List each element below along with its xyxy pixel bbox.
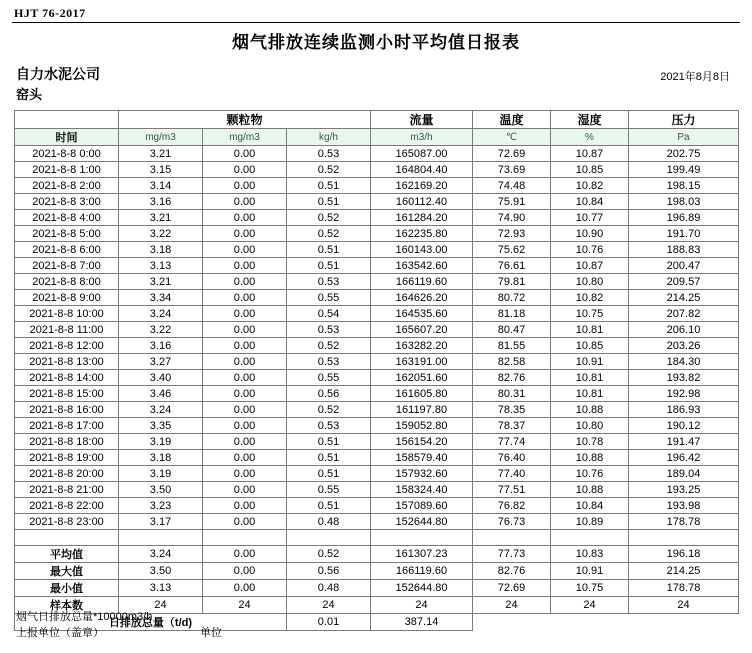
summary-c2: 0.00 — [203, 546, 287, 563]
cell-c3: 0.55 — [287, 482, 371, 498]
cell-c3: 0.51 — [287, 194, 371, 210]
cell-c1: 3.14 — [119, 178, 203, 194]
page-title: 烟气排放连续监测小时平均值日报表 — [232, 33, 520, 52]
cell-pressure: 214.25 — [629, 290, 739, 306]
cell-c1: 3.22 — [119, 322, 203, 338]
cell-pressure: 202.75 — [629, 146, 739, 162]
spacer-cell — [15, 530, 119, 546]
cell-temperature: 77.51 — [473, 482, 551, 498]
cell-time: 2021-8-8 12:00 — [15, 338, 119, 354]
cell-flow: 164804.40 — [371, 162, 473, 178]
column-unit-c3: kg/h — [287, 129, 371, 146]
cell-time: 2021-8-8 7:00 — [15, 258, 119, 274]
cell-time: 2021-8-8 8:00 — [15, 274, 119, 290]
cell-humidity: 10.90 — [551, 226, 629, 242]
cell-c2: 0.00 — [203, 194, 287, 210]
cell-c3: 0.51 — [287, 242, 371, 258]
cell-flow: 159052.80 — [371, 418, 473, 434]
cell-flow: 158324.40 — [371, 482, 473, 498]
cell-c1: 3.19 — [119, 434, 203, 450]
cell-c2: 0.00 — [203, 322, 287, 338]
cell-temperature: 72.69 — [473, 146, 551, 162]
cell-time: 2021-8-8 11:00 — [15, 322, 119, 338]
cell-humidity: 10.88 — [551, 402, 629, 418]
table-row — [15, 306, 739, 322]
summary-flow: 24 — [371, 597, 473, 614]
cell-c1: 3.40 — [119, 370, 203, 386]
table-row — [15, 274, 739, 290]
summary-temperature: 24 — [473, 597, 551, 614]
cell-c2: 0.00 — [203, 402, 287, 418]
cell-c2: 0.00 — [203, 498, 287, 514]
report-date: 2021年8月8日 — [660, 71, 730, 83]
summary-row — [15, 563, 739, 580]
cell-c1: 3.46 — [119, 386, 203, 402]
cell-c1: 3.21 — [119, 274, 203, 290]
cell-c2: 0.00 — [203, 386, 287, 402]
cell-c1: 3.16 — [119, 194, 203, 210]
footer-unit-label: 单位 — [200, 627, 222, 639]
group-blank-cell — [15, 111, 119, 129]
cell-c2: 0.00 — [203, 274, 287, 290]
table-row — [15, 482, 739, 498]
cell-flow: 157932.60 — [371, 466, 473, 482]
cell-c3: 0.53 — [287, 146, 371, 162]
cell-c3: 0.52 — [287, 226, 371, 242]
cell-temperature: 73.69 — [473, 162, 551, 178]
cell-time: 2021-8-8 14:00 — [15, 370, 119, 386]
cell-time: 2021-8-8 16:00 — [15, 402, 119, 418]
cell-pressure: 186.93 — [629, 402, 739, 418]
summary-temperature: 77.73 — [473, 546, 551, 563]
cell-c1: 3.23 — [119, 498, 203, 514]
cell-humidity: 10.80 — [551, 418, 629, 434]
group-header-particulate: 颗粒物 — [119, 111, 371, 129]
cell-humidity: 10.89 — [551, 514, 629, 530]
table-row — [15, 242, 739, 258]
summary-label: 最小值 — [15, 580, 119, 597]
header-divider — [12, 22, 740, 23]
summary-pressure: 178.78 — [629, 580, 739, 597]
cell-c3: 0.53 — [287, 418, 371, 434]
table-row — [15, 354, 739, 370]
table-row — [15, 418, 739, 434]
table-row — [15, 386, 739, 402]
cell-c1: 3.21 — [119, 210, 203, 226]
summary-pressure: 24 — [629, 597, 739, 614]
group-header-humidity: 湿度 — [551, 111, 629, 129]
cell-c2: 0.00 — [203, 178, 287, 194]
table-row — [15, 434, 739, 450]
cell-time: 2021-8-8 9:00 — [15, 290, 119, 306]
summary-flow: 152644.80 — [371, 580, 473, 597]
cell-c1: 3.27 — [119, 354, 203, 370]
summary-pressure: 196.18 — [629, 546, 739, 563]
cell-humidity: 10.84 — [551, 194, 629, 210]
table-row — [15, 338, 739, 354]
summary-c2: 0.00 — [203, 580, 287, 597]
cell-pressure: 191.70 — [629, 226, 739, 242]
cell-c2: 0.00 — [203, 226, 287, 242]
group-header-row — [15, 111, 739, 129]
summary-label: 平均值 — [15, 546, 119, 563]
cell-time: 2021-8-8 10:00 — [15, 306, 119, 322]
cell-c1: 3.17 — [119, 514, 203, 530]
cell-c2: 0.00 — [203, 306, 287, 322]
column-unit-humidity: % — [551, 129, 629, 146]
cell-time: 2021-8-8 4:00 — [15, 210, 119, 226]
summary-label: 样本数 — [15, 597, 119, 614]
cell-humidity: 10.81 — [551, 370, 629, 386]
cell-humidity: 10.88 — [551, 450, 629, 466]
cell-humidity: 10.87 — [551, 258, 629, 274]
cell-time: 2021-8-8 2:00 — [15, 178, 119, 194]
summary-humidity: 10.75 — [551, 580, 629, 597]
column-unit-flow: m3/h — [371, 129, 473, 146]
cell-temperature: 80.72 — [473, 290, 551, 306]
cell-pressure: 198.15 — [629, 178, 739, 194]
cell-humidity: 10.88 — [551, 482, 629, 498]
cell-c3: 0.56 — [287, 386, 371, 402]
table-row — [15, 146, 739, 162]
cell-pressure: 192.98 — [629, 386, 739, 402]
cell-time: 2021-8-8 23:00 — [15, 514, 119, 530]
cell-time: 2021-8-8 1:00 — [15, 162, 119, 178]
cell-humidity: 10.80 — [551, 274, 629, 290]
cell-time: 2021-8-8 22:00 — [15, 498, 119, 514]
cell-flow: 152644.80 — [371, 514, 473, 530]
cell-humidity: 10.75 — [551, 306, 629, 322]
cell-pressure: 198.03 — [629, 194, 739, 210]
cell-humidity: 10.81 — [551, 386, 629, 402]
summary-row — [15, 580, 739, 597]
cell-humidity: 10.84 — [551, 498, 629, 514]
cell-c1: 3.22 — [119, 226, 203, 242]
footer-note: 烟气日排放总量*10000m3/h — [16, 611, 153, 623]
summary-humidity: 10.91 — [551, 563, 629, 580]
cell-humidity: 10.77 — [551, 210, 629, 226]
cell-pressure: 206.10 — [629, 322, 739, 338]
cell-pressure: 189.04 — [629, 466, 739, 482]
cell-flow: 161605.80 — [371, 386, 473, 402]
cell-temperature: 75.62 — [473, 242, 551, 258]
cell-temperature: 75.91 — [473, 194, 551, 210]
cell-flow: 162169.20 — [371, 178, 473, 194]
cell-flow: 161284.20 — [371, 210, 473, 226]
cell-pressure: 184.30 — [629, 354, 739, 370]
cell-time: 2021-8-8 3:00 — [15, 194, 119, 210]
cell-c3: 0.55 — [287, 370, 371, 386]
cell-humidity: 10.76 — [551, 466, 629, 482]
cell-temperature: 81.18 — [473, 306, 551, 322]
column-unit-c1: mg/m3 — [119, 129, 203, 146]
cell-temperature: 82.58 — [473, 354, 551, 370]
cell-c1: 3.34 — [119, 290, 203, 306]
cell-flow: 164535.60 — [371, 306, 473, 322]
cell-pressure: 190.12 — [629, 418, 739, 434]
cell-humidity: 10.91 — [551, 354, 629, 370]
cell-c2: 0.00 — [203, 514, 287, 530]
cell-c3: 0.51 — [287, 466, 371, 482]
cell-pressure: 207.82 — [629, 306, 739, 322]
cell-humidity: 10.85 — [551, 162, 629, 178]
cell-c3: 0.51 — [287, 450, 371, 466]
cell-c2: 0.00 — [203, 290, 287, 306]
cell-pressure: 193.82 — [629, 370, 739, 386]
cell-time: 2021-8-8 21:00 — [15, 482, 119, 498]
cell-c3: 0.53 — [287, 354, 371, 370]
spacer-cell — [371, 530, 473, 546]
cell-c2: 0.00 — [203, 450, 287, 466]
cell-c3: 0.52 — [287, 210, 371, 226]
summary-c1: 3.50 — [119, 563, 203, 580]
spacer-cell — [203, 530, 287, 546]
cell-pressure: 203.26 — [629, 338, 739, 354]
cell-c3: 0.53 — [287, 322, 371, 338]
cell-pressure: 188.83 — [629, 242, 739, 258]
cell-c3: 0.51 — [287, 498, 371, 514]
group-header-flow: 流量 — [371, 111, 473, 129]
summary-temperature: 72.69 — [473, 580, 551, 597]
cell-c2: 0.00 — [203, 338, 287, 354]
unit-name: 窑头 — [16, 87, 43, 102]
cell-c3: 0.51 — [287, 258, 371, 274]
cell-time: 2021-8-8 19:00 — [15, 450, 119, 466]
cell-c3: 0.54 — [287, 306, 371, 322]
cell-flow: 161197.80 — [371, 402, 473, 418]
daily-total-flow: 387.14 — [371, 614, 473, 631]
cell-c1: 3.15 — [119, 162, 203, 178]
cell-pressure: 178.78 — [629, 514, 739, 530]
cell-c1: 3.16 — [119, 338, 203, 354]
cell-temperature: 78.37 — [473, 418, 551, 434]
summary-c3: 0.48 — [287, 580, 371, 597]
table-row — [15, 162, 739, 178]
cell-temperature: 77.40 — [473, 466, 551, 482]
cell-c1: 3.21 — [119, 146, 203, 162]
table-row — [15, 178, 739, 194]
cell-c3: 0.48 — [287, 514, 371, 530]
cell-time: 2021-8-8 0:00 — [15, 146, 119, 162]
cell-c3: 0.53 — [287, 274, 371, 290]
daily-total-label: 日排放总量（t/d) — [15, 614, 287, 631]
cell-c3: 0.51 — [287, 434, 371, 450]
table-row — [15, 450, 739, 466]
cell-temperature: 77.74 — [473, 434, 551, 450]
cell-flow: 156154.20 — [371, 434, 473, 450]
daily-total-c3: 0.01 — [287, 614, 371, 631]
cell-flow: 163282.20 — [371, 338, 473, 354]
cell-time: 2021-8-8 13:00 — [15, 354, 119, 370]
summary-c1: 24 — [119, 597, 203, 614]
spacer-cell — [119, 530, 203, 546]
spacer-cell — [551, 530, 629, 546]
spacer-row — [15, 530, 739, 546]
cell-c1: 3.13 — [119, 258, 203, 274]
summary-c3: 24 — [287, 597, 371, 614]
cell-temperature: 72.93 — [473, 226, 551, 242]
summary-row — [15, 546, 739, 563]
cell-c2: 0.00 — [203, 418, 287, 434]
cell-c1: 3.35 — [119, 418, 203, 434]
cell-flow: 158579.40 — [371, 450, 473, 466]
cell-pressure: 196.42 — [629, 450, 739, 466]
cell-pressure: 191.47 — [629, 434, 739, 450]
table-row — [15, 210, 739, 226]
cell-c3: 0.55 — [287, 290, 371, 306]
cell-temperature: 82.76 — [473, 370, 551, 386]
cell-flow: 164626.20 — [371, 290, 473, 306]
daily-total-blank-2 — [551, 614, 629, 631]
cell-c2: 0.00 — [203, 258, 287, 274]
cell-time: 2021-8-8 20:00 — [15, 466, 119, 482]
cell-pressure: 199.49 — [629, 162, 739, 178]
cell-c1: 3.18 — [119, 242, 203, 258]
cell-flow: 157089.60 — [371, 498, 473, 514]
footer-report-unit: 上报单位（盖章） — [16, 627, 104, 639]
summary-c1: 3.24 — [119, 546, 203, 563]
cell-c2: 0.00 — [203, 482, 287, 498]
summary-humidity: 10.83 — [551, 546, 629, 563]
cell-c3: 0.52 — [287, 162, 371, 178]
table-row — [15, 290, 739, 306]
cell-pressure: 209.57 — [629, 274, 739, 290]
cell-temperature: 74.90 — [473, 210, 551, 226]
summary-c1: 3.13 — [119, 580, 203, 597]
cell-humidity: 10.82 — [551, 290, 629, 306]
table-row — [15, 194, 739, 210]
column-header-time: 时间 — [15, 129, 119, 146]
cell-c1: 3.19 — [119, 466, 203, 482]
table-row — [15, 226, 739, 242]
cell-time: 2021-8-8 17:00 — [15, 418, 119, 434]
summary-c2: 0.00 — [203, 563, 287, 580]
table-row — [15, 514, 739, 530]
cell-temperature: 80.31 — [473, 386, 551, 402]
cell-c3: 0.52 — [287, 402, 371, 418]
cell-temperature: 76.61 — [473, 258, 551, 274]
unit-header-row — [15, 129, 739, 146]
table-row — [15, 466, 739, 482]
company-name: 自力水泥公司 — [16, 66, 100, 82]
cell-time: 2021-8-8 15:00 — [15, 386, 119, 402]
cell-time: 2021-8-8 6:00 — [15, 242, 119, 258]
cell-humidity: 10.85 — [551, 338, 629, 354]
cell-c1: 3.50 — [119, 482, 203, 498]
table-row — [15, 498, 739, 514]
cell-time: 2021-8-8 5:00 — [15, 226, 119, 242]
cell-temperature: 79.81 — [473, 274, 551, 290]
cell-humidity: 10.82 — [551, 178, 629, 194]
cell-temperature: 81.55 — [473, 338, 551, 354]
standard-code: HJT 76-2017 — [14, 6, 86, 20]
summary-flow: 166119.60 — [371, 563, 473, 580]
summary-c2: 24 — [203, 597, 287, 614]
cell-pressure: 200.47 — [629, 258, 739, 274]
cell-humidity: 10.81 — [551, 322, 629, 338]
column-unit-temperature: ℃ — [473, 129, 551, 146]
table-row — [15, 258, 739, 274]
cell-flow: 165607.20 — [371, 322, 473, 338]
cell-flow: 162235.80 — [371, 226, 473, 242]
emission-report-table — [14, 110, 739, 631]
cell-c2: 0.00 — [203, 370, 287, 386]
cell-c1: 3.24 — [119, 306, 203, 322]
cell-c2: 0.00 — [203, 242, 287, 258]
cell-c2: 0.00 — [203, 354, 287, 370]
cell-pressure: 196.89 — [629, 210, 739, 226]
cell-flow: 162051.60 — [371, 370, 473, 386]
spacer-cell — [473, 530, 551, 546]
daily-total-blank-1 — [473, 614, 551, 631]
cell-pressure: 193.25 — [629, 482, 739, 498]
cell-pressure: 193.98 — [629, 498, 739, 514]
cell-c3: 0.51 — [287, 178, 371, 194]
cell-temperature: 76.73 — [473, 514, 551, 530]
column-unit-pressure: Pa — [629, 129, 739, 146]
summary-label: 最大值 — [15, 563, 119, 580]
cell-flow: 163542.60 — [371, 258, 473, 274]
summary-humidity: 24 — [551, 597, 629, 614]
cell-temperature: 78.35 — [473, 402, 551, 418]
summary-c3: 0.52 — [287, 546, 371, 563]
cell-c2: 0.00 — [203, 466, 287, 482]
summary-pressure: 214.25 — [629, 563, 739, 580]
table-row — [15, 322, 739, 338]
cell-temperature: 76.40 — [473, 450, 551, 466]
cell-time: 2021-8-8 18:00 — [15, 434, 119, 450]
cell-humidity: 10.76 — [551, 242, 629, 258]
cell-humidity: 10.78 — [551, 434, 629, 450]
cell-flow: 165087.00 — [371, 146, 473, 162]
cell-c2: 0.00 — [203, 146, 287, 162]
cell-c2: 0.00 — [203, 162, 287, 178]
daily-total-blank-3 — [629, 614, 739, 631]
table-row — [15, 370, 739, 386]
cell-flow: 163191.00 — [371, 354, 473, 370]
cell-c1: 3.18 — [119, 450, 203, 466]
summary-c3: 0.56 — [287, 563, 371, 580]
cell-flow: 166119.60 — [371, 274, 473, 290]
spacer-cell — [287, 530, 371, 546]
cell-flow: 160112.40 — [371, 194, 473, 210]
cell-temperature: 76.82 — [473, 498, 551, 514]
data-rows-body — [15, 146, 739, 530]
spacer-cell — [629, 530, 739, 546]
cell-temperature: 80.47 — [473, 322, 551, 338]
cell-c1: 3.24 — [119, 402, 203, 418]
summary-temperature: 82.76 — [473, 563, 551, 580]
cell-c2: 0.00 — [203, 434, 287, 450]
group-header-temperature: 温度 — [473, 111, 551, 129]
cell-c3: 0.52 — [287, 338, 371, 354]
cell-humidity: 10.87 — [551, 146, 629, 162]
summary-flow: 161307.23 — [371, 546, 473, 563]
cell-c2: 0.00 — [203, 210, 287, 226]
group-header-pressure: 压力 — [629, 111, 739, 129]
column-unit-c2: mg/m3 — [203, 129, 287, 146]
cell-temperature: 74.48 — [473, 178, 551, 194]
table-row — [15, 402, 739, 418]
cell-flow: 160143.00 — [371, 242, 473, 258]
